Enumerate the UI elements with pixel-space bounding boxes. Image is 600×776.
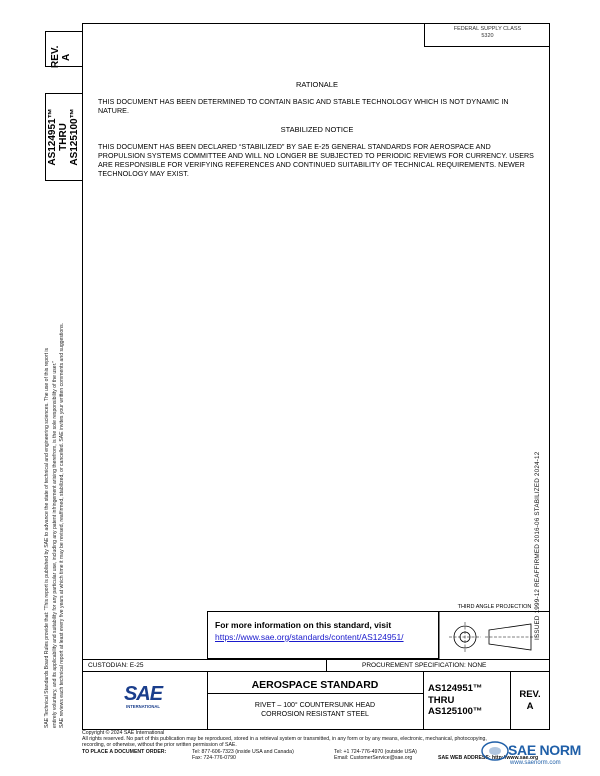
footer-email: Email: CustomerService@sae.org: [334, 755, 413, 762]
title-block-rev: [510, 689, 550, 713]
side-legal-line2: entirely voluntary, and its applicability and suitability for any particular use, including any patent infringement arising therefrom, is the sole responsibility of the user.”: [51, 360, 58, 728]
side-legal-line3: SAE reviews each technical report at least every five years at which time it may be revised, reaffirmed, stabilized, or cancelled. SAE invites your written comments and suggestions.: [59, 322, 65, 728]
sae-logo: [118, 684, 168, 709]
footer-order-label: TO PLACE A DOCUMENT ORDER:: [82, 748, 167, 755]
footer-rights-2: recording, or otherwise, without the prior written permission of SAE.: [82, 742, 237, 749]
stabilized-heading: STABILIZED NOTICE: [280, 125, 354, 134]
more-info-title: For more information on this standard, visit: [215, 620, 392, 630]
federal-supply-class-label: FEDERAL SUPPLY CLASS: [453, 26, 522, 32]
side-legal-text: [44, 188, 67, 728]
federal-supply-class-value: 5320: [481, 33, 494, 39]
stabilized-text: THIS DOCUMENT HAS BEEN DECLARED “STABILIZED” BY SAE E-25 GENERAL STANDARDS FOR AEROSPACE AND PROPULSION SYSTEMS COMMITTEE AND WILL NO LONGER BE SUBJECTED TO PERIODIC REVIEWS FOR CURRENCY. USERS ARE RESPONSIBLE FOR VERIFYING REFERENCES AND CONTINUED SUITABILITY OF TECHNICAL REQUIREMENTS. NEWER TECHNOLOGY MAY EXIST.: [98, 143, 534, 178]
title-block-top-rule: [82, 659, 550, 660]
footer-fax: Fax: 724-776-0790: [192, 755, 236, 762]
side-docnum-line2: THRU: [58, 123, 69, 151]
footer-web: SAE WEB ADDRESS: http://www.sae.org: [438, 755, 539, 762]
side-docnum-line1: AS124951™: [47, 108, 58, 166]
title-block-rule-3: [207, 693, 423, 694]
side-rev-value: A: [61, 53, 72, 61]
rationale-text: THIS DOCUMENT HAS BEEN DETERMINED TO CONTAIN BASIC AND STABLE TECHNOLOGY WHICH IS NOT DYNAMIC IN NATURE.: [98, 98, 509, 115]
saenorm-brand: SAE NORM: [508, 742, 582, 758]
footer-tel-1: Tel: 877-606-7323 (inside USA and Canada): [192, 748, 294, 755]
third-angle-projection-icon: [439, 612, 550, 660]
saenorm-emblem-icon: [480, 740, 510, 762]
side-rev-label: REV.: [50, 45, 61, 68]
standard-link[interactable]: https://www.sae.org/standards/content/AS124951/: [215, 632, 404, 642]
custodian: CUSTODIAN: E-25: [88, 662, 144, 669]
saenorm-site: www.saenorm.com: [510, 760, 561, 766]
sae-logo-mark: SAE: [123, 683, 163, 705]
document-title-line2: CORROSION RESISTANT STEEL: [261, 710, 369, 718]
side-docnum: [47, 94, 80, 180]
federal-supply-class-box: [424, 23, 550, 47]
title-block-divider-1: [326, 659, 327, 671]
body-content: [98, 80, 536, 179]
footer-rights: All rights reserved. No part of this publication may be reproduced, stored in a retrieval system or transmitted, in any form or by any means, electronic, mechanical, photocopying,: [82, 736, 487, 743]
projection-box: [439, 611, 550, 659]
title-block-rev-label: REV.: [519, 689, 541, 700]
title-block-docnum-line1: AS124951™: [428, 683, 483, 694]
rationale-heading: RATIONALE: [296, 80, 338, 89]
document-title: [207, 702, 423, 719]
title-block-rule-2: [82, 671, 550, 672]
footer-tel-2: Tel: +1 724-776-4970 (outside USA): [334, 748, 417, 755]
sae-logo-sub: INTERNATIONAL: [126, 704, 160, 709]
side-legal-line1: SAE Technical Standards Board Rules provide that: “This report is published by SAE to advance the state of technical and engineering sciences. The use of this report is: [44, 347, 50, 728]
title-block-docnum: [428, 683, 482, 718]
standard-type: AEROSPACE STANDARD: [251, 679, 379, 691]
title-block-docnum-line3: AS125100™: [428, 706, 483, 717]
document-title-line1: RIVET – 100° COUNTERSUNK HEAD: [254, 702, 376, 709]
issue-history: ISSUED 1999-12 REAFFIRMED 2016-06 STABILIZED 2024-12: [534, 451, 541, 640]
title-block-docnum-line2: THRU: [428, 694, 455, 706]
projection-label: THIRD ANGLE PROJECTION: [457, 604, 532, 610]
title-block-divider-3: [423, 671, 424, 730]
more-info-box: [207, 611, 439, 659]
saenorm-watermark: [478, 738, 600, 776]
side-rev: [50, 46, 72, 68]
procurement-spec: PROCUREMENT SPECIFICATION: NONE: [362, 662, 487, 669]
footer-copyright: Copyright © 2024 SAE International: [82, 730, 165, 736]
side-docnum-line3: AS125100™: [69, 108, 80, 166]
title-block-rev-value: A: [526, 701, 534, 712]
